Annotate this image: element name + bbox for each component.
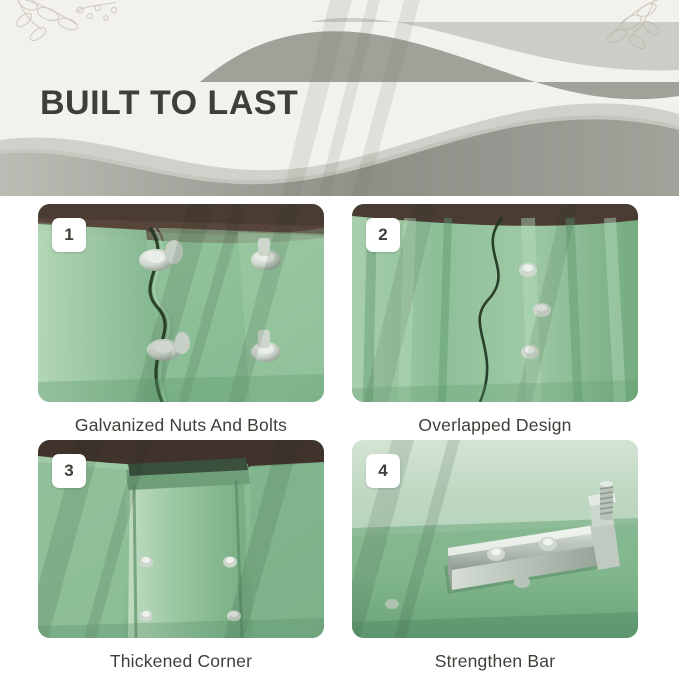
step-badge: 1 [52, 218, 86, 252]
feature-card [38, 440, 324, 672]
feature-caption: Strengthen Bar [434, 651, 556, 671]
feature-caption: Overlapped Design [418, 415, 572, 435]
header-banner [0, 0, 679, 196]
step-badge: 4 [366, 454, 400, 488]
step-badge: 2 [366, 218, 400, 252]
page-title: BUILT TO LAST [40, 84, 299, 122]
feature-grid [0, 196, 679, 679]
feature-card [352, 440, 638, 672]
feature-photo [38, 204, 324, 402]
leaf-branch-icon [559, 0, 669, 66]
feature-card [352, 204, 638, 436]
feature-caption: Thickened Corner [109, 651, 253, 671]
step-badge: 3 [52, 454, 86, 488]
feature-card [38, 204, 324, 436]
feature-photo [352, 204, 638, 402]
leaf-branch-icon [6, 0, 136, 66]
feature-photo [38, 440, 324, 638]
feature-caption: Galvanized Nuts And Bolts [74, 415, 288, 435]
feature-photo [352, 440, 638, 638]
